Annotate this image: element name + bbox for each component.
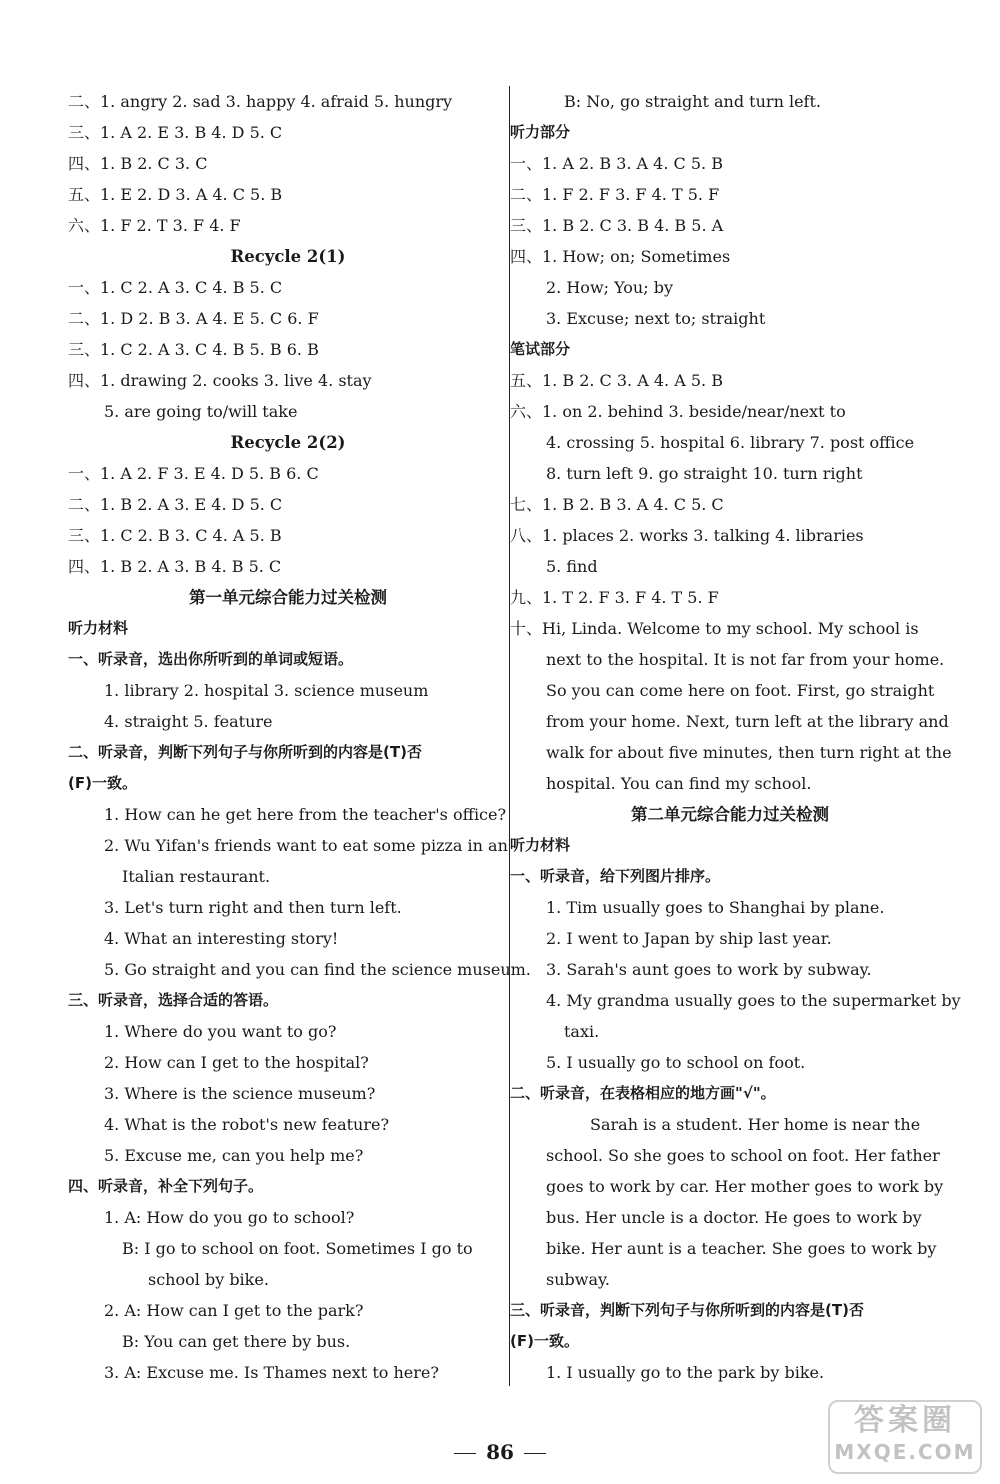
watermark-logo bbox=[828, 1400, 982, 1474]
answer-line: 二、1. B 2. A 3. E 4. D 5. C bbox=[68, 495, 283, 514]
answer-line: 3. A: Excuse me. Is Thames next to here? bbox=[104, 1363, 439, 1382]
answer-line: 三、1. B 2. C 3. B 4. B 5. A bbox=[510, 216, 724, 235]
answer-line: Recycle 2(2) bbox=[230, 433, 346, 452]
answer-line: 1. A: How do you go to school? bbox=[104, 1208, 355, 1227]
answer-line: Recycle 2(1) bbox=[230, 247, 346, 266]
answer-line: 五、1. B 2. C 3. A 4. A 5. B bbox=[510, 371, 723, 390]
answer-line: goes to work by car. Her mother goes to work by bbox=[546, 1177, 944, 1196]
answer-line: 5. Go straight and you can find the science museum. bbox=[104, 960, 531, 979]
answer-line: 5. find bbox=[546, 557, 598, 576]
answer-line: walk for about five minutes, then turn right at the bbox=[546, 743, 952, 762]
answer-line: B: I go to school on foot. Sometimes I go to bbox=[122, 1239, 473, 1258]
answer-line: 一、1. C 2. A 3. C 4. B 5. C bbox=[68, 278, 283, 297]
answer-line: 二、1. F 2. F 3. F 4. T 5. F bbox=[510, 185, 720, 204]
answer-line: 十、Hi, Linda. Welcome to my school. My school is bbox=[510, 619, 919, 638]
answer-line: 5. are going to/will take bbox=[104, 402, 298, 421]
answer-line: 2. How can I get to the hospital? bbox=[104, 1053, 369, 1072]
page-number-left-dash bbox=[454, 1453, 476, 1454]
answer-line: 听力材料 bbox=[68, 619, 129, 637]
answer-line: 三、听录音，选择合适的答语。 bbox=[68, 991, 279, 1009]
answer-line: 4. crossing 5. hospital 6. library 7. post office bbox=[546, 433, 915, 452]
answer-line: 五、1. E 2. D 3. A 4. C 5. B bbox=[68, 185, 283, 204]
answer-line: 3. Sarah's aunt goes to work by subway. bbox=[546, 960, 872, 979]
answer-line: 一、听录音，给下列图片排序。 bbox=[510, 867, 721, 885]
answer-line: 第二单元综合能力过关检测 bbox=[631, 805, 829, 824]
answer-line: 六、1. F 2. T 3. F 4. F bbox=[68, 216, 241, 235]
answer-line: 8. turn left 9. go straight 10. turn right bbox=[546, 464, 863, 483]
answer-line: 1. Tim usually goes to Shanghai by plane. bbox=[546, 898, 885, 917]
answer-line: 3. Let's turn right and then turn left. bbox=[104, 898, 402, 917]
answer-line: 听力材料 bbox=[510, 836, 571, 854]
watermark-url: MXQE.COM bbox=[834, 1440, 976, 1464]
answer-line: 4. What an interesting story! bbox=[104, 929, 339, 948]
answer-line: taxi. bbox=[564, 1022, 600, 1041]
answer-line: school. So she goes to school on foot. Her father bbox=[546, 1146, 940, 1165]
answer-line: hospital. You can find my school. bbox=[546, 774, 812, 793]
answer-line: 九、1. T 2. F 3. F 4. T 5. F bbox=[510, 588, 719, 607]
answer-line: subway. bbox=[546, 1270, 610, 1289]
right-column bbox=[510, 86, 961, 1388]
answer-line: Sarah is a student. Her home is near the bbox=[590, 1115, 921, 1134]
answer-line: 四、听录音，补全下列句子。 bbox=[68, 1177, 264, 1195]
answer-line: 八、1. places 2. works 3. talking 4. libraries bbox=[510, 526, 864, 545]
watermark-title: 答案圈 bbox=[854, 1403, 956, 1438]
answer-line: B: You can get there by bus. bbox=[122, 1332, 351, 1351]
answer-line: 四、1. B 2. C 3. C bbox=[68, 154, 208, 173]
answer-line: (F)一致。 bbox=[68, 774, 137, 792]
answer-line: 1. How can he get here from the teacher's office? bbox=[104, 805, 507, 824]
answer-line: (F)一致。 bbox=[510, 1332, 579, 1350]
answer-line: 四、1. How; on; Sometimes bbox=[510, 247, 731, 266]
answer-line: 1. library 2. hospital 3. science museum bbox=[104, 681, 429, 700]
answer-line: 第一单元综合能力过关检测 bbox=[189, 588, 387, 607]
page-number-text: 86 bbox=[486, 1440, 514, 1464]
answer-line: from your home. Next, turn left at the library and bbox=[546, 712, 949, 731]
answer-line: 1. Where do you want to go? bbox=[104, 1022, 337, 1041]
answer-line: 4. straight 5. feature bbox=[104, 712, 273, 731]
left-column bbox=[68, 86, 531, 1388]
answer-line: 三、听录音，判断下列句子与你所听到的内容是(T)否 bbox=[510, 1301, 864, 1319]
answer-line: 2. A: How can I get to the park? bbox=[104, 1301, 364, 1320]
answer-line: 二、1. angry 2. sad 3. happy 4. afraid 5. hungry bbox=[68, 92, 453, 111]
answer-line: 二、听录音，判断下列句子与你所听到的内容是(T)否 bbox=[68, 743, 422, 761]
answer-line: 三、1. C 2. B 3. C 4. A 5. B bbox=[68, 526, 282, 545]
answer-line: 4. My grandma usually goes to the supermarket by bbox=[546, 991, 961, 1010]
answer-line: bike. Her aunt is a teacher. She goes to work by bbox=[546, 1239, 937, 1258]
answer-line: 一、1. A 2. B 3. A 4. C 5. B bbox=[510, 154, 723, 173]
answer-line: 二、1. D 2. B 3. A 4. E 5. C 6. F bbox=[68, 309, 319, 328]
answer-line: 1. I usually go to the park by bike. bbox=[546, 1363, 825, 1382]
answer-line: bus. Her uncle is a doctor. He goes to work by bbox=[546, 1208, 922, 1227]
answer-line: 5. Excuse me, can you help me? bbox=[104, 1146, 364, 1165]
answer-line: 4. What is the robot's new feature? bbox=[104, 1115, 390, 1134]
answer-line: 二、听录音，在表格相应的地方画"√"。 bbox=[510, 1084, 776, 1102]
answer-line: 听力部分 bbox=[510, 123, 571, 141]
answer-line: 3. Where is the science museum? bbox=[104, 1084, 376, 1103]
answer-line: 三、1. C 2. A 3. C 4. B 5. B 6. B bbox=[68, 340, 319, 359]
answer-line: B: No, go straight and turn left. bbox=[564, 92, 821, 111]
answer-line: 七、1. B 2. B 3. A 4. C 5. C bbox=[510, 495, 724, 514]
answer-line: 四、1. B 2. A 3. B 4. B 5. C bbox=[68, 557, 282, 576]
page-number bbox=[440, 1440, 560, 1464]
answer-line: 四、1. drawing 2. cooks 3. live 4. stay bbox=[68, 371, 372, 390]
answer-line: school by bike. bbox=[148, 1270, 269, 1289]
answer-line: 2. How; You; by bbox=[546, 278, 673, 297]
answer-line: 3. Excuse; next to; straight bbox=[546, 309, 766, 328]
answer-line: next to the hospital. It is not far from your home. bbox=[546, 650, 945, 669]
answer-line: Italian restaurant. bbox=[122, 867, 271, 886]
answer-line: 三、1. A 2. E 3. B 4. D 5. C bbox=[68, 123, 283, 142]
answer-line: 2. Wu Yifan's friends want to eat some pizza in an bbox=[104, 836, 508, 855]
answer-line: So you can come here on foot. First, go straight bbox=[546, 681, 935, 700]
answer-line: 六、1. on 2. behind 3. beside/near/next to bbox=[510, 402, 846, 421]
page-number-right-dash bbox=[524, 1453, 546, 1454]
answer-line: 一、1. A 2. F 3. E 4. D 5. B 6. C bbox=[68, 464, 319, 483]
answer-line: 笔试部分 bbox=[510, 340, 571, 358]
answer-line: 5. I usually go to school on foot. bbox=[546, 1053, 806, 1072]
answer-line: 一、听录音，选出你所听到的单词或短语。 bbox=[68, 650, 354, 668]
answer-line: 2. I went to Japan by ship last year. bbox=[546, 929, 832, 948]
